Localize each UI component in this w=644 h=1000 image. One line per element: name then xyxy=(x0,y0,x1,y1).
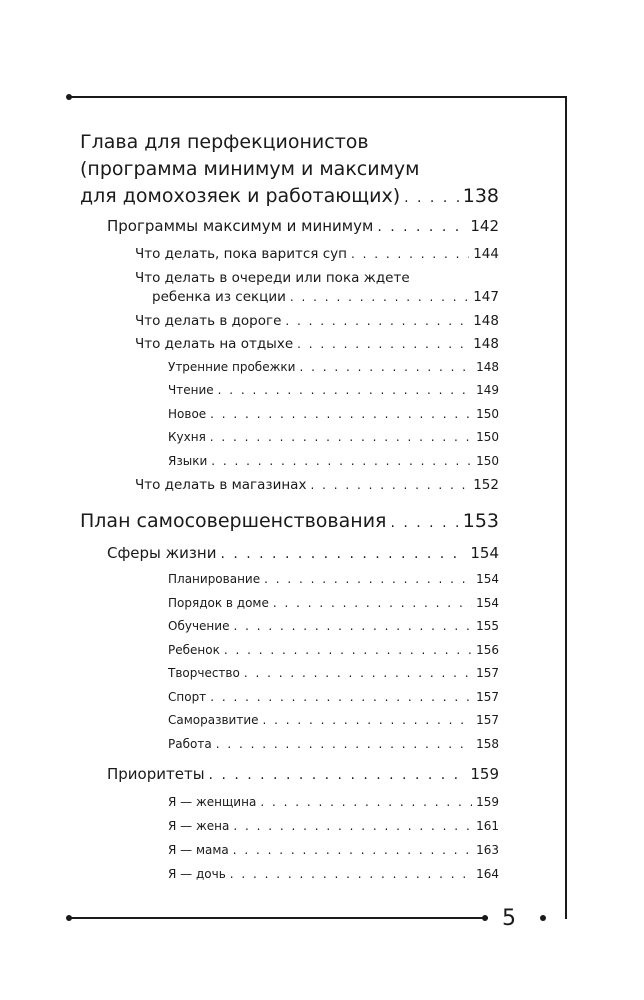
toc-entry-label: Я — женщина xyxy=(168,795,257,809)
frame-dot-bottom-right xyxy=(540,915,546,921)
toc-entry-label: Языки xyxy=(168,454,208,468)
dot-leader xyxy=(264,571,472,588)
toc-entry-page: 148 xyxy=(476,360,499,374)
dot-leader xyxy=(377,217,466,237)
dot-leader xyxy=(297,335,469,353)
dot-leader xyxy=(209,765,467,785)
dot-leader xyxy=(263,712,473,729)
toc-entry-queue[interactable] xyxy=(152,288,499,306)
dot-leader xyxy=(218,382,472,399)
frame-right-rule xyxy=(565,96,567,919)
toc-chapter1-line1: Глава для перфекционистов xyxy=(80,131,369,153)
frame-dot-top-left xyxy=(66,94,72,100)
toc-chapter1-line2: (программа минимум и максимум xyxy=(80,158,420,180)
toc-entry-label: Что делать на отдыхе xyxy=(135,336,294,352)
toc-entry-reading[interactable] xyxy=(168,382,499,399)
toc-entry-road[interactable] xyxy=(135,312,499,330)
toc-entry-programs[interactable] xyxy=(107,216,499,237)
toc-entry-label: для домохозяек и работающих) xyxy=(80,185,401,207)
dot-leader xyxy=(404,186,459,210)
toc-entry-chapter1[interactable] xyxy=(80,184,499,210)
toc-entry-page: 156 xyxy=(476,643,499,657)
frame-bottom-rule xyxy=(68,917,488,919)
dot-leader xyxy=(210,406,472,423)
toc-entry-page: 149 xyxy=(476,383,499,397)
toc-entry-daughter[interactable] xyxy=(168,866,499,883)
toc-entry-page: 154 xyxy=(476,596,499,610)
toc-entry-label: Утренние пробежки xyxy=(168,360,296,374)
toc-entry-page: 157 xyxy=(476,713,499,727)
dot-leader xyxy=(390,511,458,535)
toc-entry-vacation[interactable] xyxy=(135,335,499,353)
toc-entry-label: Творчество xyxy=(168,666,240,680)
toc-entry-creativity[interactable] xyxy=(168,665,499,682)
toc-entry-page: 148 xyxy=(473,313,499,329)
dot-leader xyxy=(273,595,472,612)
dot-leader xyxy=(224,642,472,659)
toc-entry-page: 157 xyxy=(476,690,499,704)
toc-entry-label: Чтение xyxy=(168,383,214,397)
toc-entry-page: 159 xyxy=(476,795,499,809)
toc-entry-mom[interactable] xyxy=(168,842,499,859)
toc-entry-priorities[interactable] xyxy=(107,764,499,785)
dot-leader xyxy=(210,429,472,446)
toc-entry-label: Ребенок xyxy=(168,643,220,657)
toc-entry-page: 150 xyxy=(476,454,499,468)
toc-entry-wife[interactable] xyxy=(168,818,499,835)
toc-entry-order[interactable] xyxy=(168,595,499,612)
toc-entry-page: 164 xyxy=(476,867,499,881)
toc-entry-label: Что делать в дороге xyxy=(135,313,282,329)
dot-leader xyxy=(210,689,472,706)
toc-entry-sport[interactable] xyxy=(168,689,499,706)
toc-entry-label: Приоритеты xyxy=(107,765,205,783)
toc-entry-chapter2[interactable] xyxy=(80,509,499,535)
toc-entry-label: Кухня xyxy=(168,430,206,444)
dot-leader xyxy=(216,736,472,753)
dot-leader xyxy=(233,842,472,859)
toc-entry-label: Что делать в магазинах xyxy=(135,477,307,493)
toc-entry-page: 150 xyxy=(476,407,499,421)
page-number: 5 xyxy=(502,906,516,931)
toc-entry-page: 148 xyxy=(473,336,499,352)
toc-entry-new[interactable] xyxy=(168,406,499,423)
toc-entry-kitchen[interactable] xyxy=(168,429,499,446)
toc-queue-line1: Что делать в очереди или пока ждете xyxy=(135,270,410,286)
toc-entry-label: ребенка из секции xyxy=(152,289,286,305)
toc-entry-label: Саморазвитие xyxy=(168,713,259,727)
toc-entry-page: 155 xyxy=(476,619,499,633)
toc-entry-work[interactable] xyxy=(168,736,499,753)
toc-entry-planning[interactable] xyxy=(168,571,499,588)
dot-leader xyxy=(285,312,469,330)
toc-entry-label: Я — дочь xyxy=(168,867,226,881)
dot-leader xyxy=(233,618,472,635)
toc-entry-label: Программы максимум и минимум xyxy=(107,217,374,235)
toc-entry-page: 157 xyxy=(476,666,499,680)
toc-entry-label: Планирование xyxy=(168,572,261,586)
toc-entry-page: 150 xyxy=(476,430,499,444)
toc-entry-selfdev[interactable] xyxy=(168,712,499,729)
toc-entry-languages[interactable] xyxy=(168,453,499,470)
toc-entry-page: 144 xyxy=(473,246,499,262)
toc-entry-page: 154 xyxy=(476,572,499,586)
toc-entry-child[interactable] xyxy=(168,642,499,659)
toc-entry-label: Я — жена xyxy=(168,819,230,833)
toc-entry-label: Сферы жизни xyxy=(107,544,217,562)
toc-entry-label: Я — мама xyxy=(168,843,229,857)
toc-entry-page: 142 xyxy=(470,217,499,235)
dot-leader xyxy=(260,794,472,811)
dot-leader xyxy=(310,476,469,494)
toc-entry-shops[interactable] xyxy=(135,476,499,494)
toc-entry-label: Порядок в доме xyxy=(168,596,269,610)
toc-entry-label: Спорт xyxy=(168,690,207,704)
toc-entry-learning[interactable] xyxy=(168,618,499,635)
toc-entry-page: 159 xyxy=(470,765,499,783)
toc-entry-label: Обучение xyxy=(168,619,230,633)
toc-entry-page: 161 xyxy=(476,819,499,833)
dot-leader xyxy=(233,818,472,835)
toc-entry-page: 154 xyxy=(470,544,499,562)
toc-entry-page: 152 xyxy=(473,477,499,493)
toc-entry-page: 147 xyxy=(473,289,499,305)
toc-entry-woman[interactable] xyxy=(168,794,499,811)
dot-leader xyxy=(299,359,472,376)
toc-entry-page: 163 xyxy=(476,843,499,857)
toc-entry-page: 153 xyxy=(462,510,499,532)
frame-top-rule xyxy=(68,96,567,98)
dot-leader xyxy=(351,245,469,263)
toc-entry-page: 158 xyxy=(476,737,499,751)
dot-leader xyxy=(211,453,472,470)
toc-entry-spheres[interactable] xyxy=(107,543,499,564)
toc-entry-label: Новое xyxy=(168,407,207,421)
toc-entry-label: Работа xyxy=(168,737,212,751)
frame-dot-bottom-mid xyxy=(482,915,488,921)
toc-entry-soup[interactable] xyxy=(135,245,499,263)
dot-leader xyxy=(220,544,466,564)
dot-leader xyxy=(244,665,472,682)
toc-entry-label: Что делать, пока варится суп xyxy=(135,246,347,262)
dot-leader xyxy=(230,866,472,883)
toc-entry-jogging[interactable] xyxy=(168,359,499,376)
frame-dot-bottom-left xyxy=(66,915,72,921)
dot-leader xyxy=(290,288,469,306)
toc-entry-page: 138 xyxy=(462,185,499,207)
toc-entry-label: План самосовершенствования xyxy=(80,510,387,532)
